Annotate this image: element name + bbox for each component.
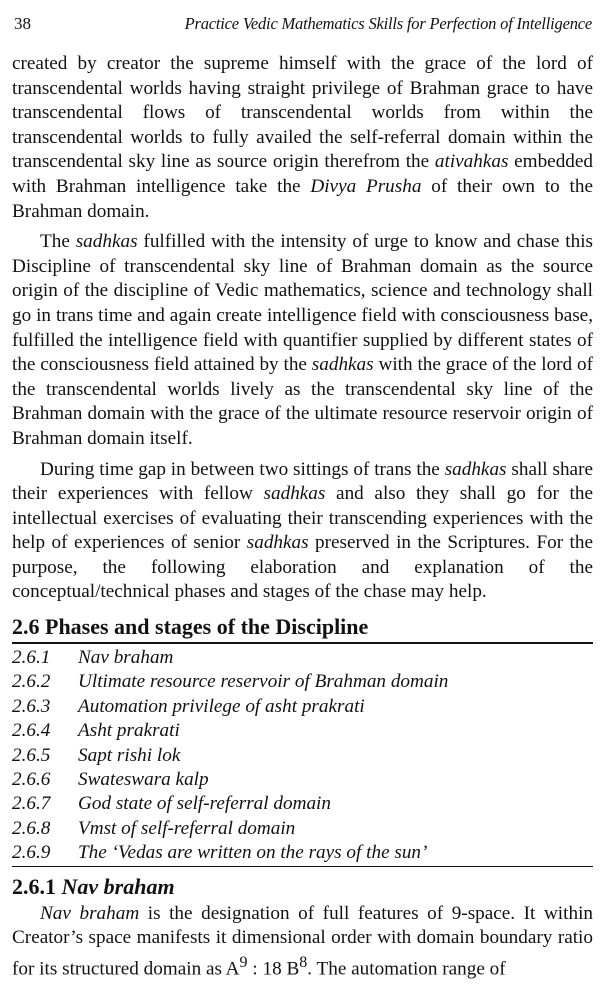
- list-item: [12, 695, 593, 719]
- section-heading: 2.6 Phases and stages of the Discipline: [12, 614, 369, 640]
- running-header: [14, 14, 592, 42]
- p3-italic-3: sadhkas: [246, 532, 309, 554]
- list-item-number: 2.6.2: [12, 671, 51, 693]
- section-rule-top: [12, 642, 593, 644]
- list-item-title: Vmst of self-referral domain: [78, 817, 296, 839]
- list-item-number: 2.6.5: [12, 744, 51, 766]
- list-item: [12, 817, 593, 841]
- p4-superscript-1: 9: [239, 953, 248, 971]
- p4-text-3: . The automation range of: [307, 958, 506, 980]
- list-item-number: 2.6.8: [12, 817, 51, 839]
- list-item-number: 2.6.9: [12, 842, 51, 864]
- paragraph-4: [12, 902, 593, 982]
- list-item-title: Nav braham: [78, 647, 174, 669]
- list-item-title: God state of self-referral domain: [78, 793, 331, 815]
- p1-text-2: embedded with Brahman intelligence take the: [12, 151, 593, 197]
- list-item: [12, 719, 593, 743]
- subsection-title: Nav braham: [61, 873, 175, 899]
- list-item-number: 2.6.1: [12, 647, 51, 669]
- page-body: [12, 52, 593, 988]
- subsection-number: 2.6.1: [12, 873, 56, 899]
- list-item: [12, 744, 593, 768]
- page-number: 38: [14, 14, 31, 33]
- p4-superscript-2: 8: [299, 953, 308, 971]
- p3-text-0: During time gap in between two sittings of trans the: [40, 458, 445, 480]
- p3-text-2: and also they shall go for the intellectual exercises of evaluating their transcending experiences with the help of experiences of senior: [12, 483, 593, 554]
- list-item: [12, 768, 593, 792]
- list-item-title: Automation privilege of asht prakrati: [78, 695, 365, 717]
- list-item-title: Ultimate resource reservoir of Brahman domain: [78, 671, 449, 693]
- list-item-number: 2.6.4: [12, 720, 51, 742]
- p2-text-0: The: [40, 231, 76, 253]
- list-item: [12, 792, 593, 816]
- paragraph-2: [12, 230, 593, 451]
- list-item-title: Asht prakrati: [78, 720, 180, 742]
- p2-text-2: with the grace of the lord of the transcendental worlds lively as the transcendental sky line of the Brahman domain with the grace of the ultimate resource reservoir origin of Brahman domain itself.: [12, 354, 593, 449]
- list-item: [12, 646, 593, 670]
- p2-italic-2: sadhkas: [311, 354, 374, 376]
- list-item-title: The ‘Vedas are written on the rays of the sun’: [78, 842, 428, 864]
- running-title: Practice Vedic Mathematics Skills for Perfection of Intelligence: [184, 14, 592, 33]
- list-item: [12, 670, 593, 694]
- p1-italic-1: ativahkas: [434, 151, 509, 173]
- p3-italic-1: sadhkas: [444, 458, 507, 480]
- list-item-number: 2.6.7: [12, 793, 51, 815]
- p1-text-1: created by creator the supreme himself with the grace of the lord of transcendental worlds having straight privilege of Brahman grace to have transcendental flows of transcendental worlds from within the transcendental worlds to fully availed the self-referral domain within the transcendental sky line as source origin therefrom the: [12, 53, 593, 173]
- list-item-title: Swateswara kalp: [78, 769, 209, 791]
- p3-text-1: shall share their experiences with fellow: [12, 458, 593, 505]
- p1-italic-2: Divya Prusha: [310, 175, 422, 197]
- list-item-number: 2.6.3: [12, 695, 51, 717]
- subsection-heading: [12, 873, 593, 900]
- section-rule-bottom: [12, 866, 593, 867]
- p3-text-3: preserved in the Scriptures. For the purpose, the following elaboration and explanation of the conceptual/technical phases and stages of the chase may help.: [12, 532, 593, 603]
- p1-text-3: of their own to the Brahman domain.: [12, 175, 593, 222]
- phase-list: [12, 646, 593, 866]
- p4-text-1: is the designation of full features of 9-space. It within Creator’s space manifests it dimensional order with domain boundary ratio for its structured domain as A: [12, 902, 593, 980]
- list-item-title: Sapt rishi lok: [78, 744, 181, 766]
- p3-italic-2: sadhkas: [263, 483, 326, 505]
- paragraph-1: [12, 52, 593, 224]
- list-item: [12, 841, 593, 865]
- paragraph-3: [12, 458, 593, 606]
- list-item-number: 2.6.6: [12, 769, 51, 791]
- p4-italic-1: Nav braham: [40, 902, 140, 924]
- p2-text-1: fulfilled with the intensity of urge to know and chase this Discipline of transcendental sky line of Brahman domain as the source origin of the discipline of Vedic mathematics, science and technology shall go in trans time and again create intelligence field with consciousness base, fulfilled the intelligence field with quantifier supplied by different states of the consciousness field attained by the: [12, 231, 593, 376]
- p2-italic-1: sadhkas: [75, 231, 138, 253]
- p4-text-2: : 18 B: [247, 958, 300, 980]
